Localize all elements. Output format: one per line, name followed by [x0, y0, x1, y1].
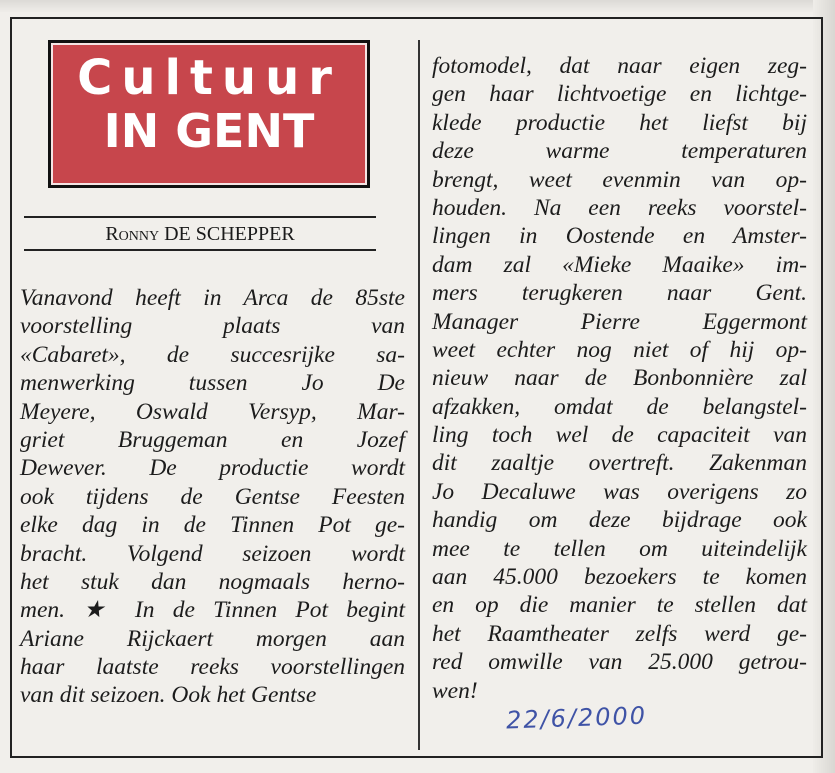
article-line: menwerking tussen Jo De	[20, 370, 405, 397]
article-line: handig om deze bijdrage ook	[432, 507, 807, 534]
article-line: dam zal «Mieke Maaike» im-	[432, 251, 807, 278]
byline-rule-bottom	[24, 249, 376, 251]
article-line: en op die manier te stellen dat	[432, 592, 807, 619]
article-line: «Cabaret», de succesrijke sa-	[20, 341, 405, 368]
article-line: Ariane Rijckaert morgen aan	[20, 625, 405, 652]
article-line: bracht. Volgend seizoen wordt	[20, 540, 405, 567]
article-line: afzakken, omdat de belangstel-	[432, 393, 807, 420]
logo-subtitle: IN GENT	[103, 104, 315, 158]
article-line: haar laatste reeks voorstellingen	[20, 654, 405, 681]
article-line: deze warme temperaturen	[432, 138, 807, 165]
article-line: van dit seizoen. Ook het Gentse	[20, 682, 317, 709]
article-line: Jo Decaluwe was overigens zo	[432, 478, 807, 505]
article-line: Vanavond heeft in Arca de 85ste	[20, 285, 405, 311]
article-line: elke dag in de Tinnen Pot ge-	[20, 512, 405, 539]
article-column-right	[432, 52, 807, 705]
article-column-left	[20, 284, 405, 710]
article-line: het Raamtheater zelfs werd ge-	[432, 620, 807, 647]
article-line: griet Bruggeman en Jozef	[20, 426, 405, 453]
article-line: ook tijdens de Gentse Feesten	[20, 483, 405, 510]
article-line: het stuk dan nogmaals herno-	[20, 568, 405, 595]
article-line: dit zaaltje overtreft. Zakenman	[432, 450, 807, 477]
adjacent-article-bleed	[0, 0, 835, 12]
article-line: gen haar lichtvoetige en lichtge-	[432, 81, 807, 108]
article-line: mee te tellen om uiteindelijk	[432, 535, 807, 562]
article-line: klede productie het liefst bij	[432, 109, 807, 136]
article-line: mers terugkeren naar Gent.	[432, 280, 807, 307]
article-line: aan 45.000 bezoekers te komen	[432, 564, 807, 591]
article-line: lingen in Oostende en Amster-	[432, 223, 807, 250]
byline-rule-top	[24, 216, 376, 218]
article-line: wen!	[432, 677, 478, 704]
section-logo	[48, 40, 370, 188]
article-line: Meyere, Oswald Versyp, Mar-	[20, 398, 405, 425]
article-line: fotomodel, dat naar eigen zeg-	[432, 53, 807, 79]
article-line: men. ★ In de Tinnen Pot begint	[20, 597, 405, 624]
article-line: Dewever. De productie wordt	[20, 455, 405, 482]
article-line: nieuw naar de Bonbonnière zal	[432, 365, 807, 392]
column-divider	[418, 40, 420, 750]
logo-title: Cultuur	[77, 50, 341, 106]
article-line: weet echter nog niet of hij op-	[432, 336, 807, 363]
author-byline: Ronny DE SCHEPPER	[105, 223, 295, 245]
article-line: Manager Pierre Eggermont	[432, 308, 807, 335]
article-line: brengt, weet evenmin van op-	[432, 166, 807, 193]
handwritten-date: 22/6/2000	[505, 701, 648, 735]
article-line: houden. Na een reeks voorstel-	[432, 194, 807, 221]
article-line: voorstelling plaats van	[20, 313, 405, 340]
article-line: ling toch wel de capaciteit van	[432, 422, 807, 449]
article-line: red omwille van 25.000 getrou-	[432, 649, 807, 676]
